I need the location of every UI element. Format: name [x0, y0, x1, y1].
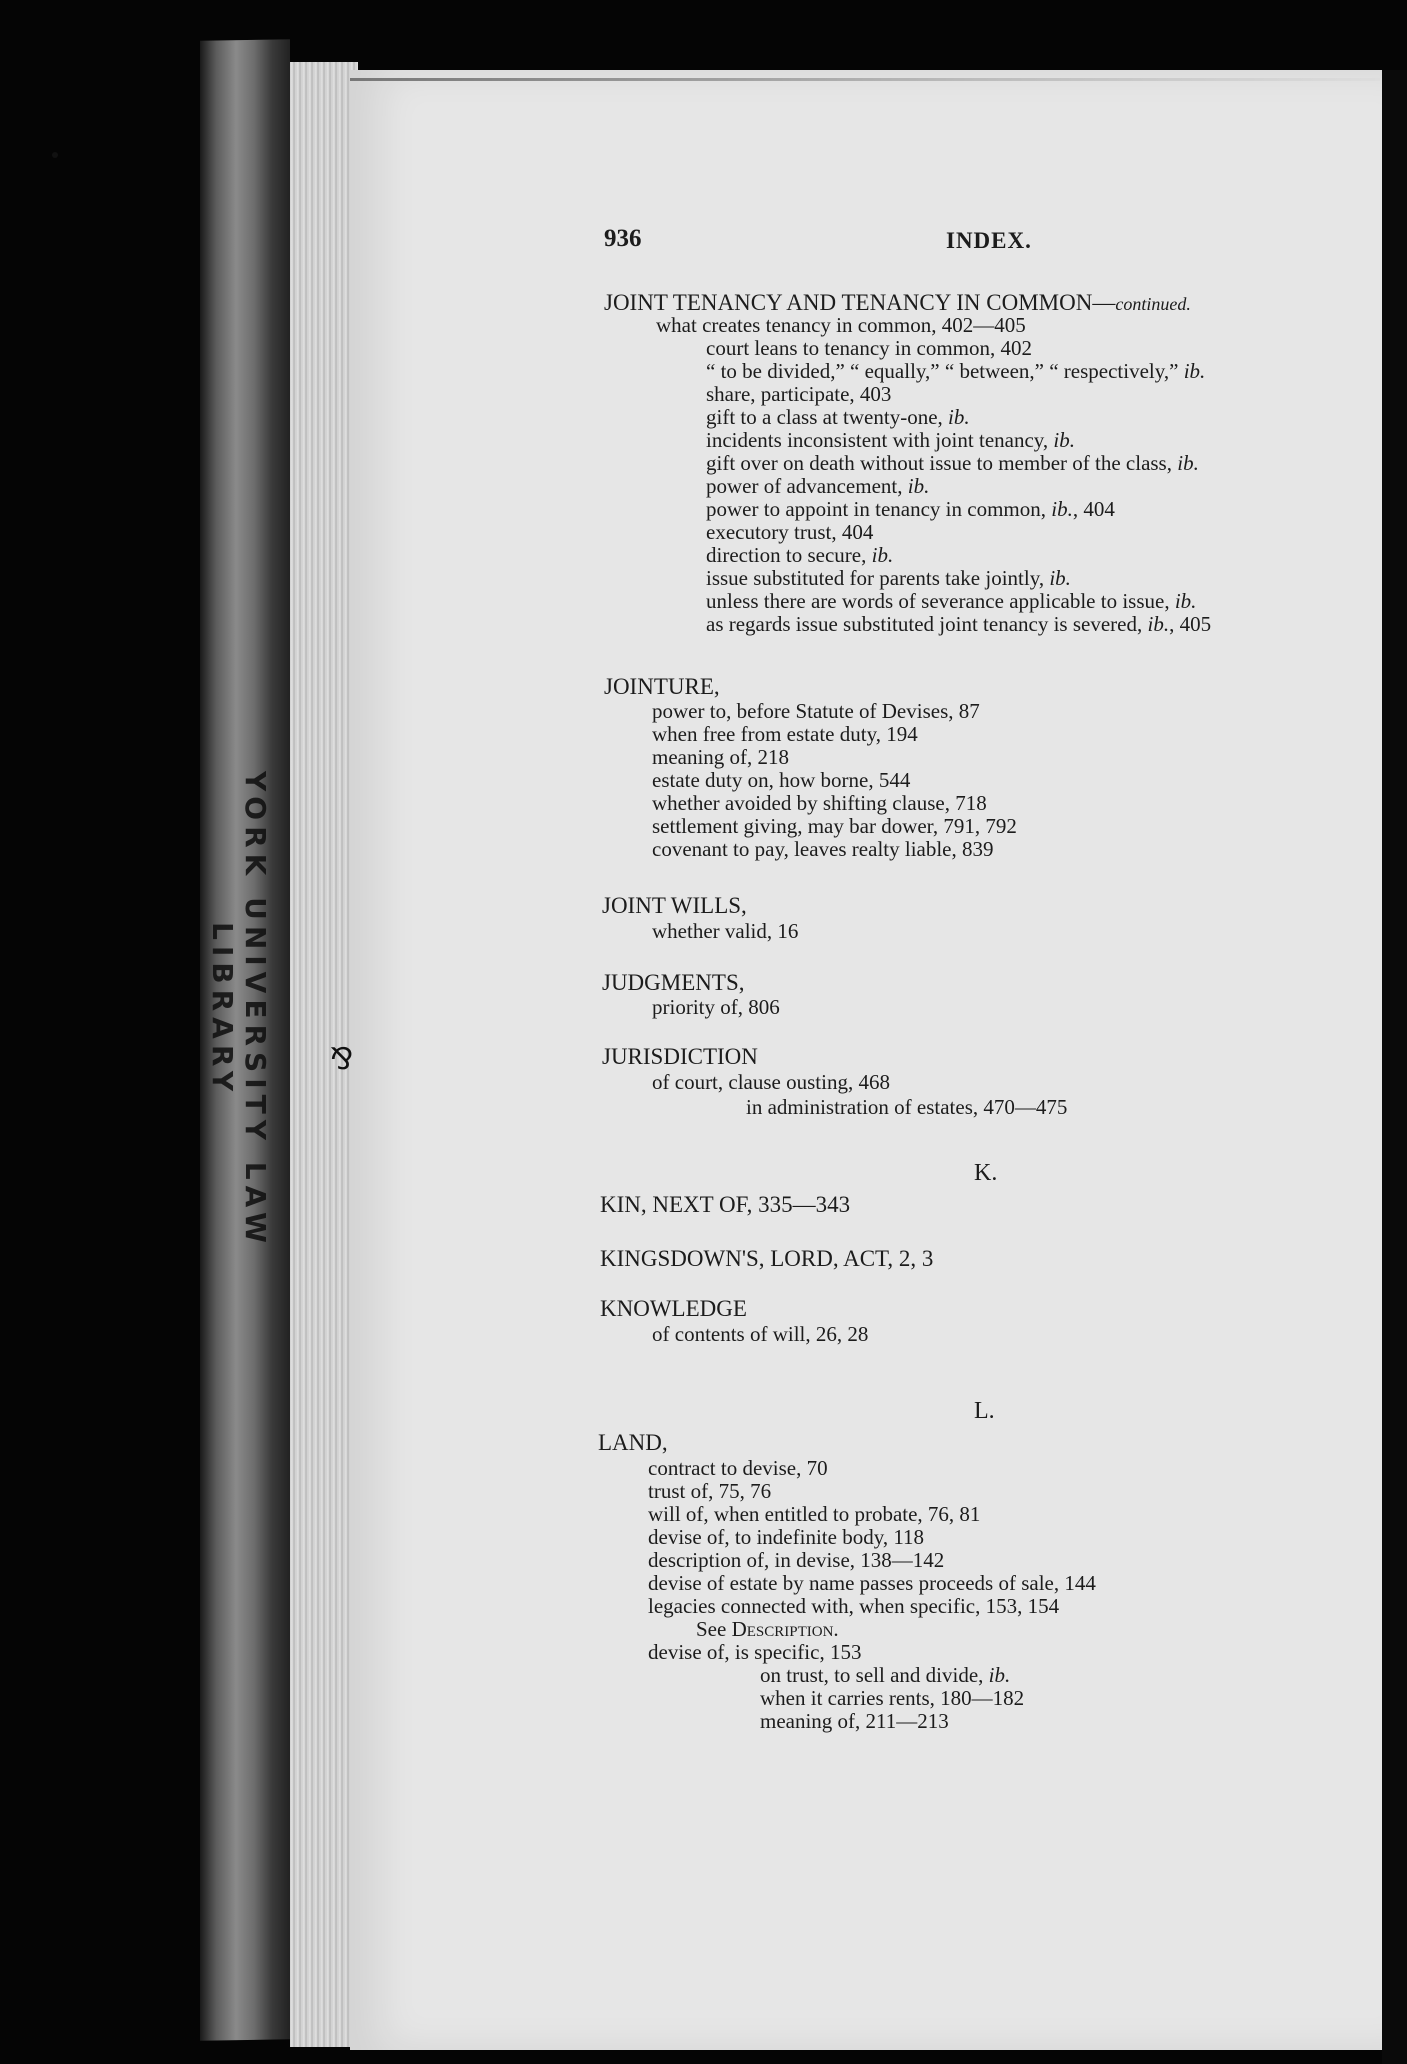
index-subentry: on trust, to sell and divide, ib. [760, 1663, 1011, 1687]
index-subentry: devise of estate by name passes proceeds of sale, 144 [648, 1571, 1096, 1595]
index-subentry: power of advancement, ib. [706, 474, 930, 498]
index-subentry: meaning of, 211—213 [760, 1709, 949, 1733]
index-subentry: legacies connected with, when specific, 153, 154 [648, 1594, 1060, 1618]
index-subentry: will of, when entitled to probate, 76, 81 [648, 1502, 981, 1526]
index-subentry: when free from estate duty, 194 [652, 722, 918, 746]
page-blemish: ⅋ [330, 1042, 354, 1077]
index-subentry: devise of, to indefinite body, 118 [648, 1525, 925, 1549]
index-subentry: court leans to tenancy in common, 402 [706, 336, 1033, 360]
index-subentry: unless there are words of severance applicable to issue, ib. [706, 589, 1197, 613]
index-subentry: of court, clause ousting, 468 [652, 1070, 890, 1094]
index-subentry: priority of, 806 [652, 995, 780, 1019]
index-subentry: executory trust, 404 [706, 520, 874, 544]
index-cross-reference: See Description. [696, 1617, 839, 1641]
index-heading: KIN, NEXT OF, 335—343 [600, 1192, 851, 1217]
section-letter: L. [974, 1398, 995, 1424]
index-heading: JURISDICTION [602, 1044, 758, 1069]
index-subentry: direction to secure, ib. [706, 543, 894, 567]
index-heading: KINGSDOWN'S, LORD, ACT, 2, 3 [600, 1246, 934, 1271]
spine-label: YORK UNIVERSITY LAW LIBRARY [206, 771, 272, 1249]
index-subentry: description of, in devise, 138—142 [648, 1548, 945, 1572]
section-letter: K. [974, 1160, 998, 1186]
index-heading: JOINT TENANCY AND TENANCY IN COMMON—continued. [604, 290, 1191, 315]
index-subentry: incidents inconsistent with joint tenancy, ib. [706, 428, 1076, 452]
page-number: 936 [604, 225, 642, 252]
index-subentry: when it carries rents, 180—182 [760, 1686, 1025, 1710]
index-subentry: covenant to pay, leaves realty liable, 839 [652, 837, 994, 861]
index-subentry: “ to be divided,” “ equally,” “ between,” “ respectively,” ib. [706, 359, 1206, 383]
index-subentry: settlement giving, may bar dower, 791, 792 [652, 814, 1017, 838]
index-subentry: power to appoint in tenancy in common, ib., 404 [706, 497, 1115, 521]
index-subentry: power to, before Statute of Devises, 87 [652, 699, 980, 723]
index-subentry: share, participate, 403 [706, 382, 892, 406]
index-subentry: gift to a class at twenty-one, ib. [706, 405, 970, 429]
index-subentry: trust of, 75, 76 [648, 1479, 772, 1503]
index-subentry: issue substituted for parents take jointly, ib. [706, 566, 1071, 590]
index-subentry: in administration of estates, 470—475 [746, 1095, 1068, 1119]
index-subentry: meaning of, 218 [652, 745, 790, 769]
index-heading: KNOWLEDGE [600, 1296, 747, 1321]
index-subentry: what creates tenancy in common, 402—405 [656, 313, 1026, 337]
running-title: INDEX. [946, 228, 1032, 253]
index-subentry: as regards issue substituted joint tenancy is severed, ib., 405 [706, 612, 1212, 636]
index-heading: LAND, [598, 1430, 668, 1455]
index-subentry: gift over on death without issue to member of the class, ib. [706, 451, 1199, 475]
index-subentry: contract to devise, 70 [648, 1456, 828, 1480]
index-heading: JUDGMENTS, [602, 970, 745, 995]
index-subentry: whether valid, 16 [652, 919, 799, 943]
index-heading: JOINT WILLS, [602, 893, 747, 918]
index-subentry: of contents of will, 26, 28 [652, 1322, 869, 1346]
index-subentry: estate duty on, how borne, 544 [652, 768, 911, 792]
index-subentry: devise of, is specific, 153 [648, 1640, 862, 1664]
index-subentry: whether avoided by shifting clause, 718 [652, 791, 987, 815]
index-heading: JOINTURE, [604, 674, 720, 699]
